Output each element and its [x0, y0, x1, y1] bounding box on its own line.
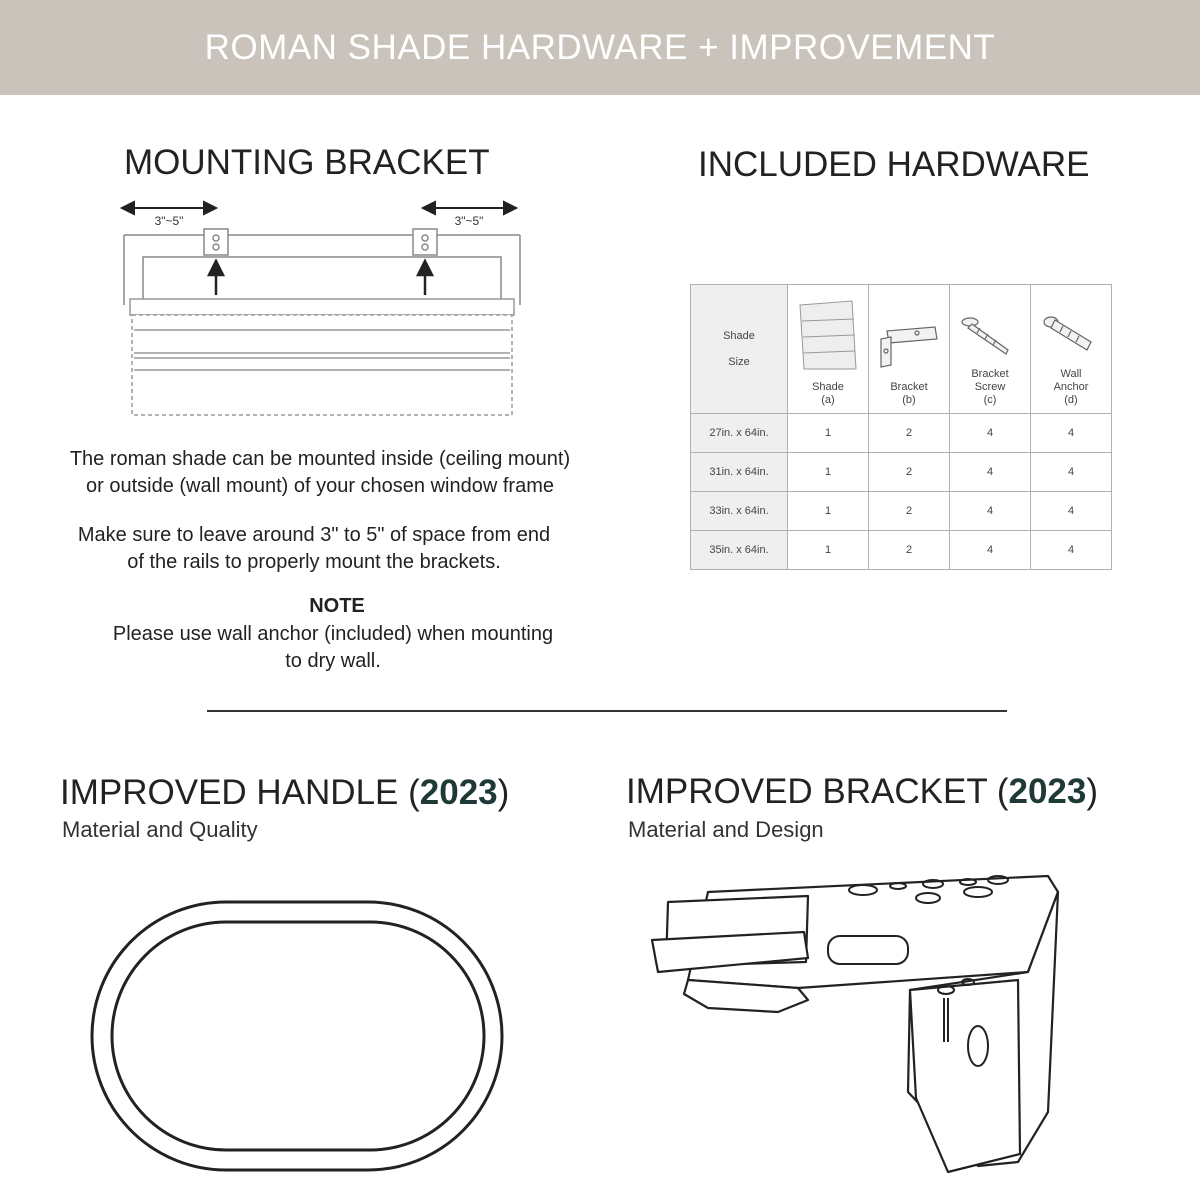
dimension-label-right: 3"~5" [454, 214, 484, 228]
shade-column-header [788, 285, 869, 414]
column-label: Bracket [971, 368, 1009, 380]
bracket-count-cell: 2 [869, 453, 950, 492]
mounting-description-line: or outside (wall mount) of your chosen window frame [86, 475, 554, 497]
bracket-count-cell: 2 [869, 492, 950, 531]
bracket-right-icon [413, 229, 437, 255]
screw-column-header [950, 285, 1031, 414]
bracket-count-cell: 2 [869, 414, 950, 453]
column-label: Shade [812, 381, 844, 393]
table-row [691, 453, 1112, 492]
mounting-diagram [118, 195, 528, 425]
header-banner [0, 0, 1200, 95]
title-year: 2023 [1008, 772, 1087, 811]
anchor-column-header [1031, 285, 1112, 414]
shade-icon [796, 299, 860, 371]
column-label: Anchor [1053, 381, 1089, 393]
size-cell: 35in. x 64in. [691, 531, 788, 570]
shade-count-cell: 1 [788, 453, 869, 492]
title-year: 2023 [419, 773, 498, 812]
hardware-table [690, 284, 1112, 570]
mounting-description [20, 446, 620, 500]
size-cell: 27in. x 64in. [691, 414, 788, 453]
anchor-count-cell: 4 [1031, 453, 1112, 492]
improved-bracket-subtitle: Material and Design [628, 817, 824, 842]
table-row [691, 414, 1112, 453]
spacing-instruction-line: of the rails to properly mount the brackets. [127, 551, 501, 573]
screw-icon [960, 314, 1020, 358]
note-title: NOTE [309, 595, 365, 617]
table-row [691, 492, 1112, 531]
size-cell: 31in. x 64in. [691, 453, 788, 492]
page-title: ROMAN SHADE HARDWARE + IMPROVEMENT [204, 27, 996, 67]
dimension-label-left: 3"~5" [154, 214, 184, 228]
mounting-description-line: The roman shade can be mounted inside (ceiling mount) [69, 448, 571, 470]
roman-shade-illustration [130, 299, 514, 415]
shade-count-cell: 1 [788, 531, 869, 570]
title-suffix: ) [497, 773, 510, 812]
size-header-line: Shade [723, 330, 755, 342]
bracket-column-header [869, 285, 950, 414]
column-label: Bracket [890, 381, 928, 393]
bracket-count-cell: 2 [869, 531, 950, 570]
spacing-instruction [14, 522, 614, 576]
wall-anchor-icon [1041, 314, 1101, 358]
anchor-count-cell: 4 [1031, 531, 1112, 570]
title-prefix: IMPROVED BRACKET ( [626, 772, 1009, 811]
bracket-illustration [648, 862, 1068, 1182]
size-header-line: Size [728, 356, 750, 368]
column-code: (c) [983, 394, 997, 406]
section-divider [207, 710, 1007, 712]
column-label: Wall [1060, 368, 1082, 380]
table-header-row [691, 285, 1112, 414]
title-prefix: IMPROVED HANDLE ( [60, 773, 420, 812]
column-code: (a) [821, 394, 835, 406]
table-row [691, 531, 1112, 570]
note-text [33, 621, 633, 675]
dimension-arrow-left [122, 202, 216, 214]
up-arrow-right-icon [418, 261, 432, 295]
column-code: (b) [902, 394, 916, 406]
anchor-count-cell: 4 [1031, 414, 1112, 453]
anchor-count-cell: 4 [1031, 492, 1112, 531]
improved-handle-subtitle: Material and Quality [62, 817, 258, 842]
bracket-icon [877, 321, 941, 371]
column-code: (d) [1064, 394, 1078, 406]
note-text-line: Please use wall anchor (included) when mounting [112, 623, 554, 645]
screw-count-cell: 4 [950, 414, 1031, 453]
improved-bracket-title [626, 772, 1098, 812]
size-cell: 33in. x 64in. [691, 492, 788, 531]
title-suffix: ) [1086, 772, 1099, 811]
improved-handle-title [60, 773, 509, 813]
screw-count-cell: 4 [950, 492, 1031, 531]
handle-illustration [88, 898, 508, 1176]
dimension-arrow-right [423, 202, 516, 214]
column-label: Screw [974, 381, 1006, 393]
size-column-header [691, 285, 788, 414]
up-arrow-left-icon [209, 261, 223, 295]
spacing-instruction-line: Make sure to leave around 3" to 5" of space from end [77, 524, 551, 546]
mounting-bracket-title: MOUNTING BRACKET [124, 143, 490, 182]
shade-count-cell: 1 [788, 492, 869, 531]
included-hardware-title: INCLUDED HARDWARE [698, 145, 1090, 184]
note-text-line: to dry wall. [285, 650, 381, 672]
shade-count-cell: 1 [788, 414, 869, 453]
bracket-left-icon [204, 229, 228, 255]
screw-count-cell: 4 [950, 453, 1031, 492]
screw-count-cell: 4 [950, 531, 1031, 570]
